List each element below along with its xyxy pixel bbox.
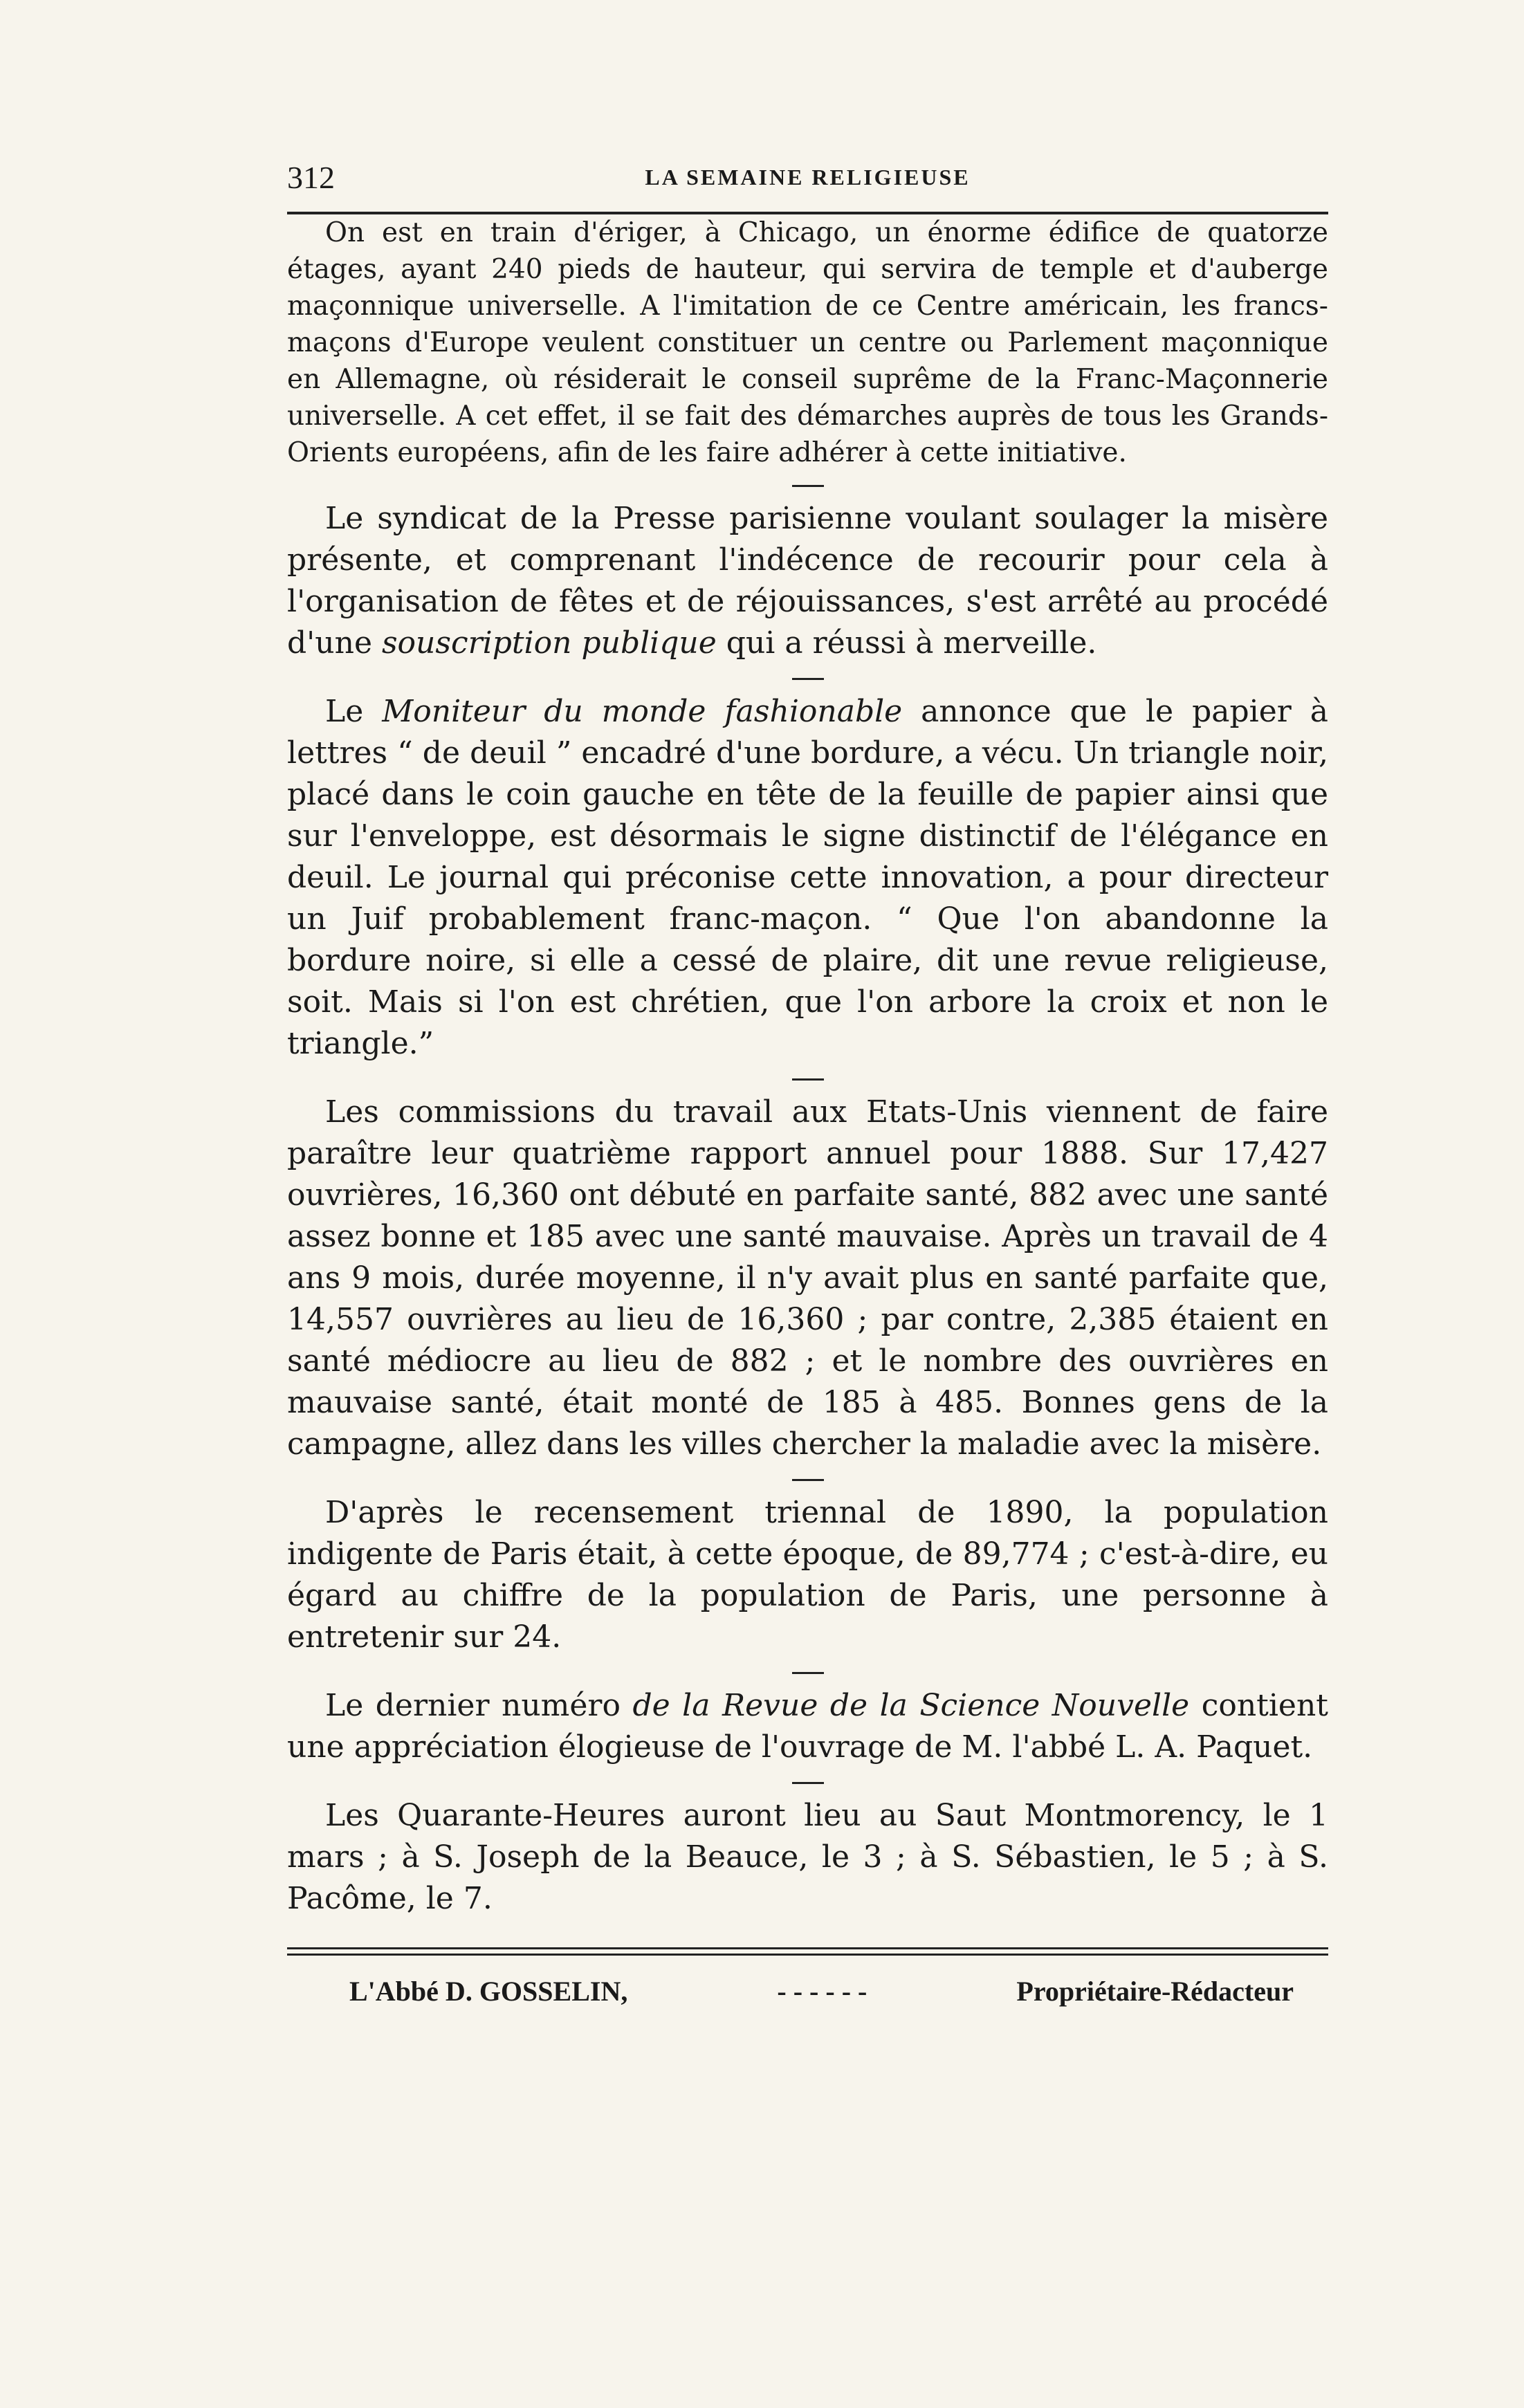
- paragraph-text: contient une appréciation élogieuse de l'ouvrage de M. l'abbé L. A. Paquet.: [287, 1688, 1328, 1765]
- paragraph-text: annonce que le papier à lettres “ de deuil ” encadré d'une bordure, a vécu. Un triangle noir, placé dans le coin gauche en tête de la feuille de papier ainsi que sur l'enveloppe, est désormais le signe distinctif de l'élégance en deuil. Le journal qui préconise cette innovation, a pour directeur un Juif probablement franc-maçon. “ Que l'on abandonne la bordure noire, si elle a cessé de plaire, dit une revue religieuse, soit. Mais si l'on est chrétien, que l'on arbore la croix et non le triangle.”: [287, 694, 1329, 1061]
- footer-role: Propriétaire-Rédacteur: [1016, 1976, 1294, 2007]
- footer-author: L'Abbé D. GOSSELIN,: [349, 1976, 628, 2007]
- separator: [792, 1078, 824, 1081]
- paragraph-revue: [287, 1685, 1328, 1768]
- separator: [792, 1479, 824, 1481]
- journal-title: LA SEMAINE RELIGIEUSE: [645, 165, 971, 190]
- footer-dots: - - - - - -: [777, 1976, 867, 2007]
- footer: [287, 1975, 1328, 2007]
- italic-text: de la Revue de la Science Nouvelle: [632, 1688, 1190, 1723]
- paragraph-chicago: On est en train d'ériger, à Chicago, un énorme édifice de quatorze étages, ayant 240 pieds de hauteur, qui servira de temple et d'auberge maçonnique universelle. A l'imitation de ce Centre américain, les francs-maçons d'Europe veulent constituer un centre ou Parlement maçonnique en Allemagne, où résiderait le conseil suprême de la Franc-Maçonnerie universelle. A cet effet, il se fait des démarches auprès de tous les Grands-Orients européens, afin de les faire adhérer à cette initiative.: [287, 217, 1328, 468]
- paragraph-commissions: Les commissions du travail aux Etats-Unis viennent de faire paraître leur quatrième rapport annuel pour 1888. Sur 17,427 ouvrières, 16,360 ont débuté en parfaite santé, 882 avec une santé assez bonne et 185 avec une santé mauvaise. Après un travail de 4 ans 9 mois, durée moyenne, il n'y avait plus en santé parfaite que, 14,557 ouvrières au lieu de 16,360 ; par contre, 2,385 étaient en santé médiocre au lieu de 882 ; et le nombre des ouvrières en mauvaise santé, était monté de 185 à 485. Bonnes gens de la campagne, allez dans les villes chercher la maladie avec la misère.: [287, 1094, 1328, 1462]
- separator: [792, 1672, 824, 1674]
- page: [287, 159, 1328, 2007]
- separator: [792, 1782, 824, 1784]
- separator: [792, 678, 824, 680]
- page-number: 312: [287, 160, 335, 195]
- paragraph-quarante-heures: Les Quarante-Heures auront lieu au Saut Montmorency, le 1 mars ; à S. Joseph de la Beauce, le 3 ; à S. Sébastien, le 5 ; à S. Pacôme, le 7.: [287, 1798, 1328, 1916]
- separator: [792, 485, 824, 487]
- paragraph-syndicat: [287, 498, 1328, 664]
- italic-text: Moniteur du monde fashionable: [382, 694, 903, 729]
- running-header: [287, 159, 1328, 208]
- paragraph-text: Le: [325, 694, 383, 729]
- paragraph-text: Le dernier numéro: [325, 1688, 633, 1723]
- paragraph-text: qui a réussi à merveille.: [716, 625, 1097, 661]
- italic-text: souscription publique: [381, 625, 717, 661]
- paragraph-recensement: D'après le recensement triennal de 1890, la population indigente de Paris était, à cette époque, de 89,774 ; c'est-à-dire, eu égard au chiffre de la population de Paris, une personne à entretenir sur 24.: [287, 1495, 1328, 1655]
- paragraph-moniteur: [287, 691, 1328, 1065]
- paragraph-text: Le syndicat de la Presse parisienne voulant soulager la misère présente, et comprenant l'indécence de recourir pour cela à l'organisation de fêtes et de réjouissances, s'est arrêté au procédé d'une: [287, 501, 1328, 661]
- footer-rule: [287, 1947, 1328, 1956]
